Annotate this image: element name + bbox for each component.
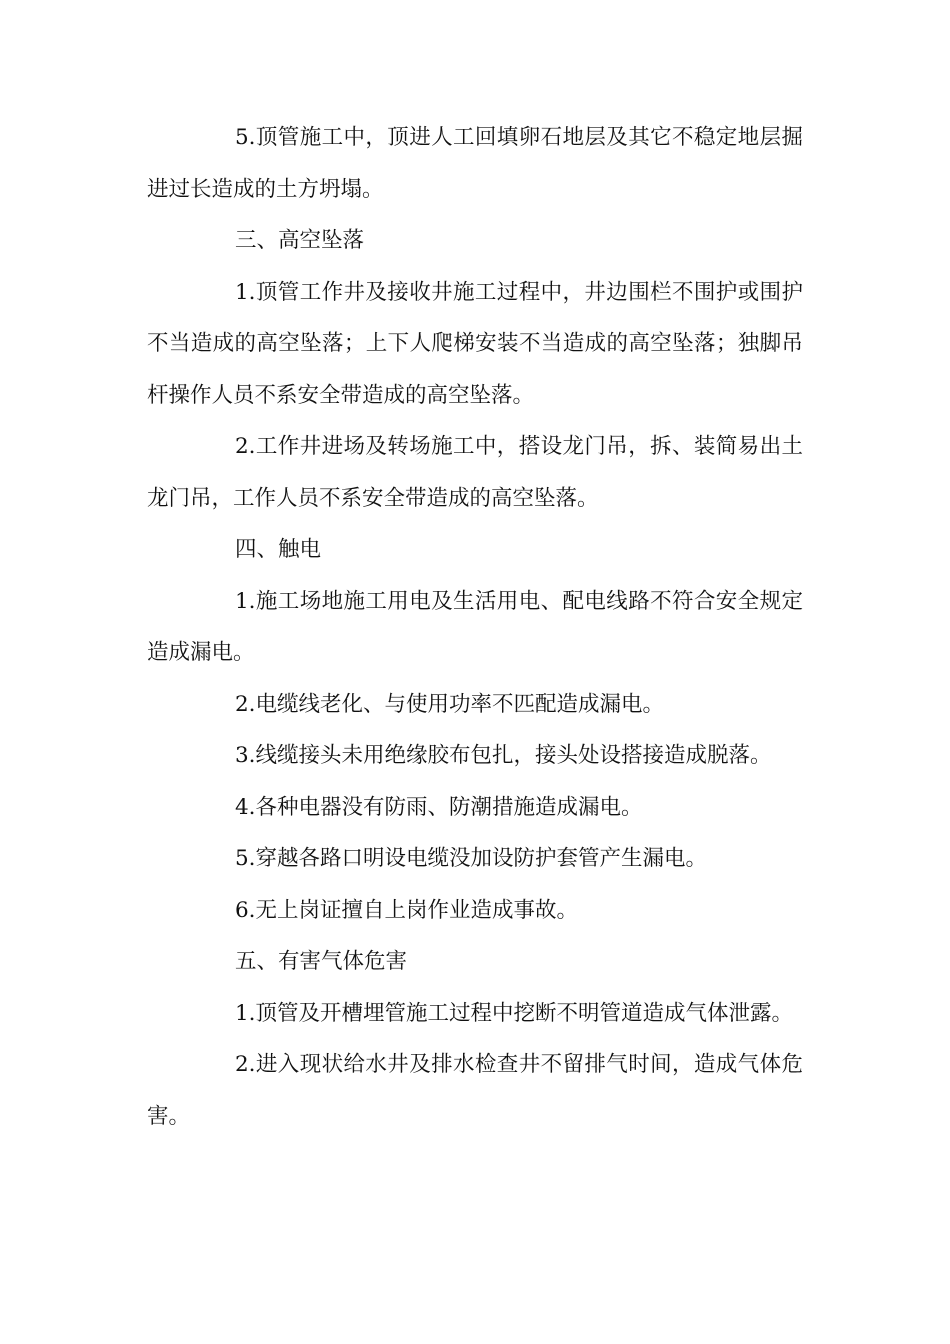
document-body bbox=[147, 112, 803, 1142]
section-heading-gas: 五、有害气体危害 bbox=[235, 949, 408, 974]
paragraph-gas-1: 1.顶管及开槽埋管施工过程中挖断不明管道造成气体泄露。 bbox=[235, 1000, 794, 1026]
paragraph-electric-3: 3.线缆接头未用绝缘胶布包扎，接头处设搭接造成脱落。 bbox=[235, 743, 772, 768]
paragraph-electric-6: 6.无上岗证擅自上岗作业造成事故。 bbox=[235, 897, 579, 923]
section-heading-electric: 四、触电 bbox=[235, 537, 322, 562]
paragraph-electric-5: 5.穿越各路口明设电缆没加设防护套管产生漏电。 bbox=[235, 846, 708, 871]
paragraph-gas-2: 2.进入现状给水井及排水检查井不留排气时间，造成气体危害。 bbox=[147, 1052, 803, 1129]
paragraph-tunnel-collapse: 5.顶管施工中，顶进人工回填卵石地层及其它不稳定地层掘进过长造成的土方坍塌。 bbox=[147, 125, 803, 202]
paragraph-fall-1: 1.顶管工作井及接收井施工过程中，井边围栏不围护或围护不当造成的高空坠落；上下人爬梯安装不当造成的高空坠落；独脚吊杆操作人员不系安全带造成的高空坠落。 bbox=[147, 279, 803, 408]
section-heading-fall: 三、高空坠落 bbox=[235, 228, 365, 253]
paragraph-electric-4: 4.各种电器没有防雨、防潮措施造成漏电。 bbox=[235, 794, 643, 820]
paragraph-fall-2: 2.工作井进场及转场施工中，搭设龙门吊，拆、装简易出土龙门吊，工作人员不系安全带造成的高空坠落。 bbox=[147, 434, 803, 511]
paragraph-electric-1: 1.施工场地施工用电及生活用电、配电线路不符合安全规定造成漏电。 bbox=[147, 588, 803, 665]
paragraph-electric-2: 2.电缆线老化、与使用功率不匹配造成漏电。 bbox=[235, 691, 665, 717]
